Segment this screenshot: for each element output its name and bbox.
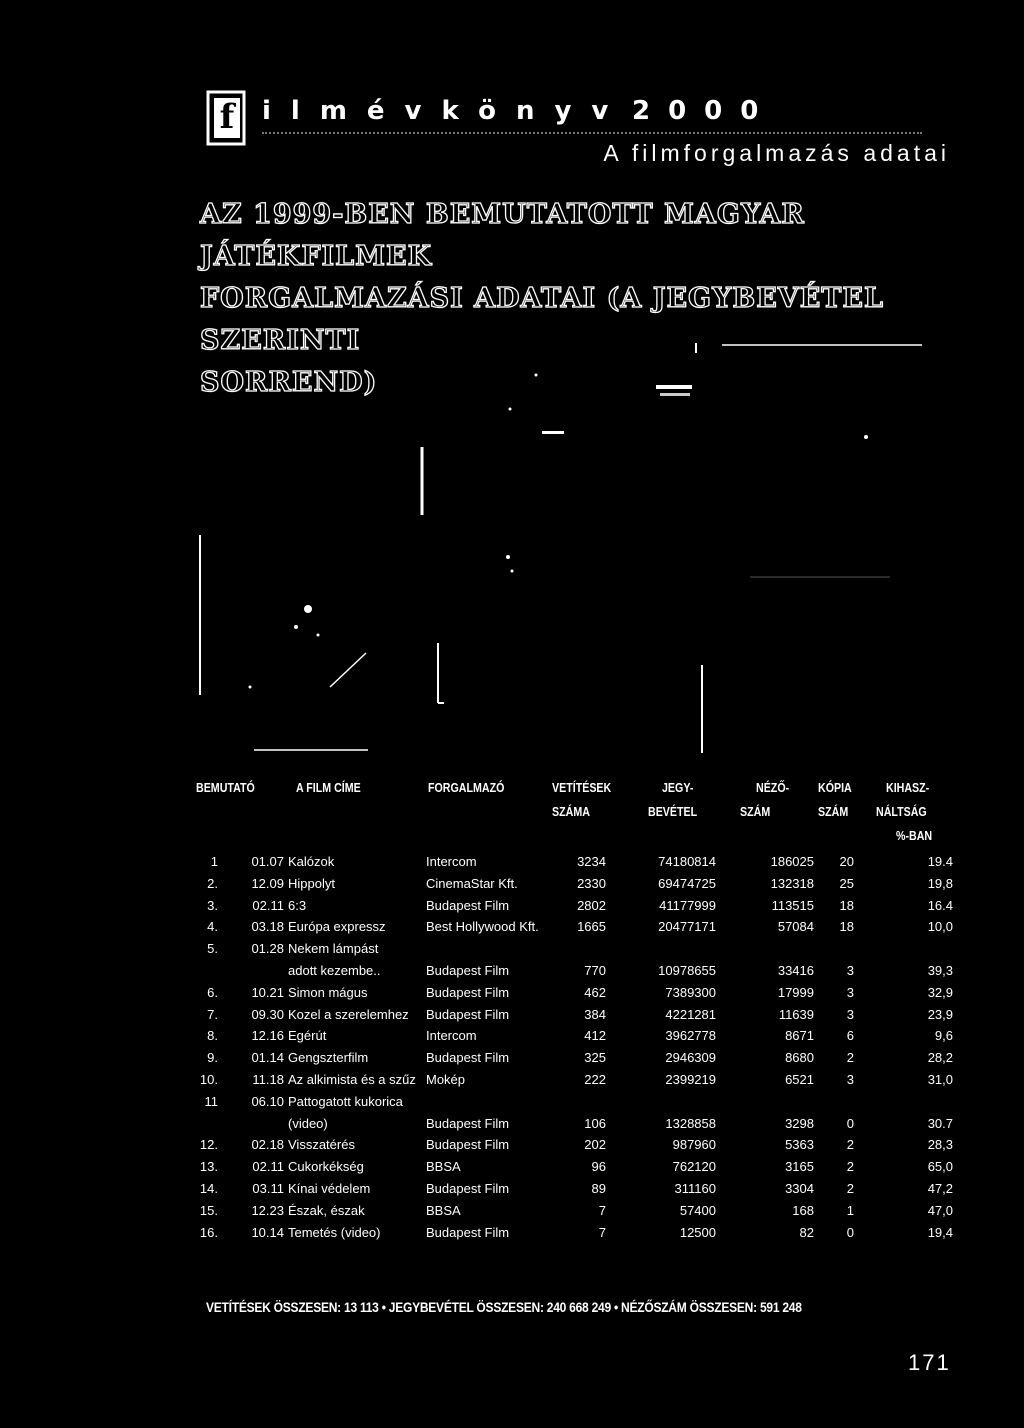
- cell-aud: 3298: [785, 1115, 814, 1131]
- table-row: [196, 1028, 956, 1050]
- cell-copy: 2: [846, 1180, 854, 1196]
- cell-date: 12.16: [251, 1028, 284, 1044]
- cell-rev: 12500: [679, 1224, 716, 1240]
- cell-dist: Budapest Film: [426, 1180, 510, 1196]
- table-row: [196, 1050, 956, 1072]
- cell-dist: Intercom: [426, 854, 477, 869]
- cell-util: 16.4: [927, 897, 953, 913]
- book-title: ilmévkönyv: [262, 96, 629, 126]
- cell-title: Cukorkékség: [288, 1159, 364, 1175]
- page-title-line: AZ 1999-BEN BEMUTATOTT MAGYAR JÁTÉKFILMEK: [200, 199, 805, 272]
- cell-util: 39,3: [927, 962, 953, 978]
- cell-aud: 11639: [778, 1006, 814, 1022]
- cell-copy: 3: [846, 962, 854, 978]
- col-header-release: BEMUTATÓ: [196, 780, 255, 795]
- cell-title: Az alkimista és a szűz: [288, 1071, 416, 1087]
- cell-screen: 106: [584, 1115, 606, 1131]
- cell-date: 03.11: [252, 1180, 284, 1196]
- cell-util: 31,0: [927, 1071, 953, 1087]
- cell-title: Észak, észak: [288, 1202, 365, 1218]
- cell-no: 13.: [199, 1159, 218, 1175]
- cell-date: 02.11: [252, 897, 284, 913]
- cell-util: 28,3: [927, 1137, 953, 1153]
- cell-dist: CinemaStar Kft.: [426, 875, 518, 891]
- cell-date: 01.28: [251, 941, 284, 957]
- cell-rev: 20477171: [658, 919, 716, 935]
- table-row: [196, 1159, 956, 1181]
- cell-aud: 8671: [785, 1028, 814, 1044]
- cell-date: 02.11: [252, 1159, 284, 1175]
- cell-screen: 7: [598, 1224, 606, 1240]
- col-header-utilisation: %-BAN: [896, 828, 933, 843]
- table-row: [196, 1181, 956, 1203]
- cell-util: 47,2: [927, 1180, 953, 1196]
- photo-collage: [190, 335, 950, 765]
- filmevkonyv-logo: [204, 88, 248, 148]
- cell-dist: BBSA: [426, 1202, 461, 1218]
- table-row: [196, 985, 956, 1007]
- cell-title: adott kezembe..: [288, 962, 381, 978]
- cell-rev: 1328858: [665, 1115, 716, 1131]
- cell-no: 5.: [207, 941, 218, 957]
- film-distribution-table: [196, 780, 956, 1246]
- cell-screen: 96: [591, 1159, 606, 1175]
- cell-rev: 762120: [672, 1159, 716, 1175]
- cell-util: 10,0: [927, 919, 953, 935]
- table-row: [196, 854, 956, 876]
- col-header-utilisation: NÁLTSÁG: [876, 804, 927, 819]
- cell-no: 9.: [207, 1050, 218, 1066]
- cell-aud: 33416: [777, 962, 814, 978]
- col-header-revenue: JEGY-: [662, 780, 694, 795]
- table-header-row: [196, 828, 956, 848]
- cell-aud: 132318: [770, 875, 814, 891]
- cell-util: 28,2: [927, 1050, 953, 1066]
- cell-copy: 0: [846, 1115, 854, 1131]
- cell-screen: 412: [584, 1028, 606, 1044]
- cell-rev: 7389300: [665, 984, 716, 1000]
- cell-copy: 2: [846, 1159, 854, 1175]
- cell-rev: 311160: [674, 1180, 716, 1196]
- cell-aud: 8680: [785, 1050, 814, 1066]
- cell-date: 02.18: [251, 1137, 284, 1153]
- cell-title: Visszatérés: [288, 1137, 355, 1153]
- cell-aud: 17999: [777, 984, 814, 1000]
- section-subtitle: A filmforgalmazás adatai: [603, 140, 950, 166]
- cell-copy: 3: [846, 1006, 854, 1022]
- cell-aud: 3304: [785, 1180, 814, 1196]
- col-header-revenue: BEVÉTEL: [648, 804, 698, 819]
- table-row: [196, 1137, 956, 1159]
- cell-dist: Mokép: [426, 1071, 466, 1087]
- cell-util: 19.4: [927, 854, 953, 869]
- cell-no: 11: [204, 1093, 218, 1109]
- cell-date: 11.18: [252, 1071, 284, 1087]
- cell-rev: 57400: [679, 1202, 716, 1218]
- cell-title: Gengszterfilm: [288, 1050, 369, 1066]
- cell-util: 19,8: [927, 875, 953, 891]
- table-row: [196, 1225, 956, 1247]
- cell-date: 06.10: [251, 1093, 284, 1109]
- col-header-copies: KÓPIA: [818, 780, 852, 795]
- cell-date: 01.14: [251, 1050, 284, 1066]
- cell-screen: 1665: [577, 919, 606, 935]
- table-row: [196, 1094, 956, 1116]
- cell-dist: Budapest Film: [426, 1137, 510, 1153]
- cell-screen: 7: [598, 1202, 606, 1218]
- col-header-audience: NÉZŐ-: [756, 780, 790, 795]
- cell-no: 14.: [199, 1180, 218, 1196]
- cell-screen: 2330: [577, 875, 606, 891]
- cell-rev: 3962778: [665, 1028, 716, 1044]
- cell-copy: 20: [839, 854, 854, 869]
- table-row: [196, 919, 956, 941]
- cell-date: 01.07: [251, 854, 284, 869]
- table-row: [196, 898, 956, 920]
- cell-no: 3.: [207, 897, 218, 913]
- cell-no: 1: [210, 854, 218, 869]
- header-dotted-rule: [262, 128, 922, 134]
- cell-screen: 325: [584, 1050, 606, 1066]
- cell-rev: 41177999: [659, 897, 716, 913]
- cell-util: 19,4: [927, 1224, 953, 1240]
- cell-aud: 5363: [785, 1137, 814, 1153]
- cell-rev: 74180814: [658, 854, 716, 869]
- cell-title: Kalózok: [288, 854, 335, 869]
- cell-screen: 2802: [577, 897, 606, 913]
- cell-aud: 57084: [777, 919, 814, 935]
- cell-dist: Budapest Film: [426, 962, 510, 978]
- cell-rev: 10978655: [658, 962, 716, 978]
- cell-title: (video): [288, 1115, 328, 1131]
- cell-screen: 202: [584, 1137, 606, 1153]
- cell-copy: 3: [846, 1071, 854, 1087]
- cell-date: 10.14: [251, 1224, 284, 1240]
- table-row: [196, 963, 956, 985]
- cell-no: 10.: [199, 1071, 218, 1087]
- cell-copy: 2: [846, 1137, 854, 1153]
- cell-aud: 6521: [785, 1071, 814, 1087]
- col-header-screenings: VETÍTÉSEK: [552, 780, 612, 795]
- cell-util: 47,0: [927, 1202, 953, 1218]
- cell-screen: 3234: [577, 854, 606, 869]
- cell-title: Temetés (video): [288, 1224, 381, 1240]
- cell-copy: 3: [846, 984, 854, 1000]
- cell-title: Egérút: [288, 1028, 327, 1044]
- cell-copy: 6: [846, 1028, 854, 1044]
- cell-copy: 18: [839, 919, 854, 935]
- col-header-title: A FILM CÍME: [296, 780, 361, 795]
- cell-screen: 462: [584, 984, 606, 1000]
- cell-no: 15.: [199, 1202, 218, 1218]
- svg-text:f: f: [219, 97, 235, 137]
- cell-copy: 0: [846, 1224, 854, 1240]
- cell-dist: Best Hollywood Kft.: [426, 919, 539, 935]
- cell-dist: Intercom: [426, 1028, 477, 1044]
- cell-util: 23,9: [927, 1006, 953, 1022]
- cell-copy: 25: [839, 875, 854, 891]
- cell-copy: 2: [846, 1050, 854, 1066]
- cell-screen: 384: [584, 1006, 606, 1022]
- cell-dist: BBSA: [426, 1159, 461, 1175]
- cell-dist: Budapest Film: [426, 897, 510, 913]
- cell-date: 09.30: [251, 1006, 284, 1022]
- cell-no: 6.: [207, 984, 218, 1000]
- cell-no: 16.: [199, 1224, 218, 1240]
- col-header-copies: SZÁM: [818, 804, 849, 819]
- cell-rev: 4221281: [665, 1006, 716, 1022]
- cell-copy: 18: [839, 897, 854, 913]
- cell-util: 9,6: [934, 1028, 953, 1044]
- table-row: [196, 876, 956, 898]
- table-body: [196, 854, 956, 1246]
- table-header-row: [196, 804, 956, 824]
- table-row: [196, 1203, 956, 1225]
- cell-title: Kozel a szerelemhez: [288, 1006, 409, 1022]
- cell-util: 65,0: [927, 1159, 953, 1175]
- cell-screen: 222: [584, 1071, 606, 1087]
- cell-title: Pattogatott kukorica: [288, 1093, 403, 1109]
- col-header-utilisation: KIHASZ-: [886, 780, 930, 795]
- page-title-line: SORREND): [200, 367, 378, 398]
- cell-title: Simon mágus: [288, 984, 368, 1000]
- cell-no: 4.: [207, 919, 218, 935]
- table-row: [196, 941, 956, 963]
- table-row: [196, 1116, 956, 1138]
- cell-dist: Budapest Film: [426, 1050, 510, 1066]
- cell-dist: Budapest Film: [426, 1006, 510, 1022]
- cell-no: 2.: [207, 875, 218, 891]
- cell-no: 8.: [207, 1028, 218, 1044]
- cell-aud: 3165: [785, 1159, 814, 1175]
- cell-title: Európa expressz: [288, 919, 386, 935]
- page-title-line: FORGALMAZÁSI ADATAI (A JEGYBEVÉTEL SZERINTI: [200, 283, 884, 356]
- cell-dist: Budapest Film: [426, 984, 510, 1000]
- cell-rev: 2946309: [665, 1050, 716, 1066]
- cell-rev: 2399219: [665, 1071, 716, 1087]
- cell-title: 6:3: [288, 897, 307, 913]
- cell-no: 12.: [199, 1137, 218, 1153]
- cell-title: Hippolyt: [288, 875, 335, 891]
- col-header-audience: SZÁM: [740, 804, 771, 819]
- cell-title: Nekem lámpást: [288, 941, 379, 957]
- cell-screen: 89: [591, 1180, 606, 1196]
- table-row: [196, 1072, 956, 1094]
- cell-screen: 770: [584, 962, 606, 978]
- cell-date: 12.23: [251, 1202, 284, 1218]
- cell-util: 30.7: [927, 1115, 953, 1131]
- cell-rev: 987960: [672, 1137, 716, 1153]
- cell-date: 12.09: [251, 875, 284, 891]
- cell-aud: 186025: [770, 854, 814, 869]
- cell-aud: 113515: [771, 897, 814, 913]
- totals-summary: VETÍTÉSEK ÖSSZESEN: 13 113 • JEGYBEVÉTEL ÖSSZESEN: 240 668 249 • NÉZŐSZÁM ÖSSZESEN: 591 248: [206, 1299, 802, 1315]
- cell-date: 03.18: [251, 919, 284, 935]
- cell-rev: 69474725: [658, 875, 716, 891]
- cell-copy: 1: [846, 1202, 854, 1218]
- cell-dist: Budapest Film: [426, 1115, 510, 1131]
- col-header-screenings: SZÁMA: [552, 804, 590, 819]
- cell-aud: 168: [792, 1202, 814, 1218]
- cell-dist: Budapest Film: [426, 1224, 510, 1240]
- page-number: 171: [908, 1350, 951, 1375]
- cell-title: Kínai védelem: [288, 1180, 371, 1196]
- table-header-row: [196, 780, 956, 800]
- cell-no: 7.: [207, 1006, 218, 1022]
- cell-util: 32,9: [927, 984, 953, 1000]
- cell-aud: 82: [799, 1224, 814, 1240]
- table-row: [196, 1007, 956, 1029]
- cell-date: 10.21: [251, 984, 284, 1000]
- book-year: 2000: [632, 96, 777, 126]
- col-header-distributor: FORGALMAZÓ: [428, 780, 505, 795]
